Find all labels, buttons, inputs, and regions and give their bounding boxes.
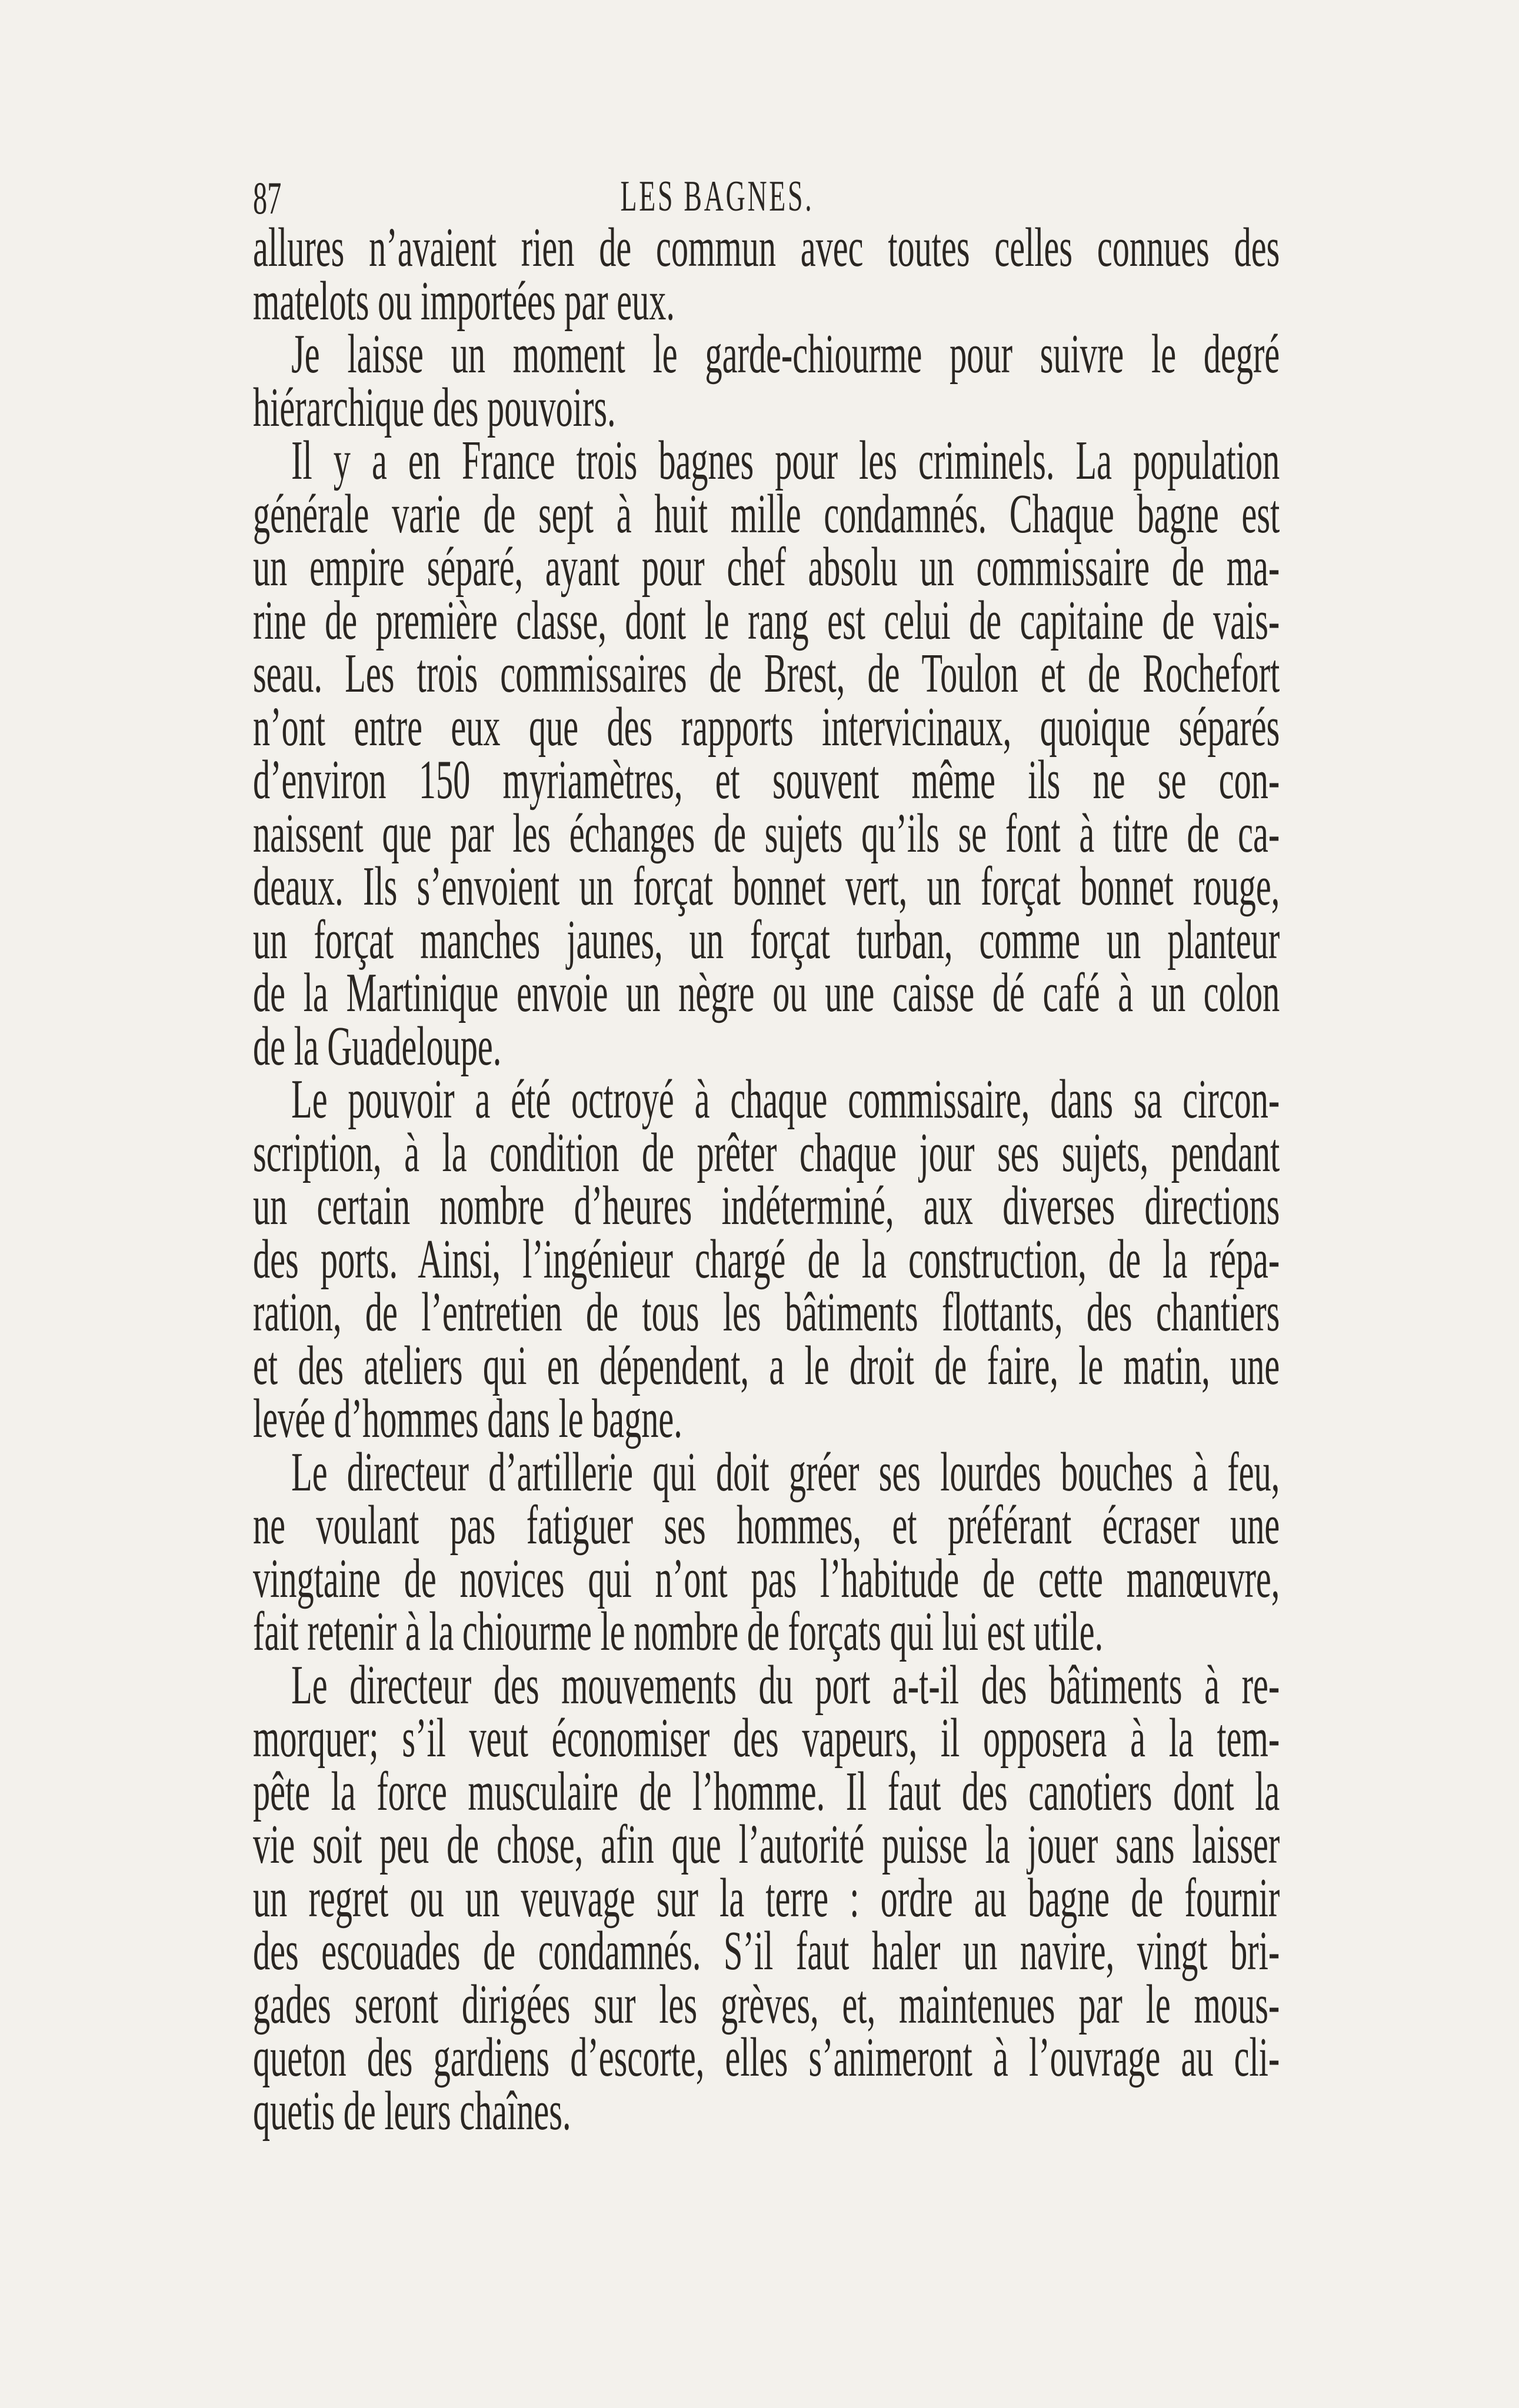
text-line: vingtaine de novices qui n’ont pas l’habitude de cette manœuvre, (253, 1547, 1280, 1609)
text-line: Le directeur d’artillerie qui doit gréer ses lourdes bouches à feu, (291, 1441, 1280, 1503)
text-line: gades seront dirigées sur les grèves, et, maintenues par le mous- (253, 1973, 1280, 2035)
text-line: de la Martinique envoie un nègre ou une caisse dé café à un colon (253, 962, 1280, 1023)
text-line: générale varie de sept à huit mille condamnés. Chaque bagne est (253, 483, 1280, 545)
text-line: ne voulant pas fatiguer ses hommes, et préférant écraser une (253, 1495, 1280, 1556)
text-line: un forçat manches jaunes, un forçat turban, comme un planteur (253, 909, 1280, 970)
text-line: pête la force musculaire de l’homme. Il faut des canotiers dont la (253, 1760, 1280, 1822)
body-text (253, 217, 1280, 2142)
text-line: Je laisse un moment le garde-chiourme pour suivre le degré (291, 323, 1280, 385)
paragraph (253, 430, 1280, 1077)
paragraph (253, 1441, 1280, 1662)
text-line: n’ont entre eux que des rapports intervicinaux, quoique séparés (253, 696, 1280, 758)
text-line: matelots ou importées par eux. (253, 270, 675, 332)
text-line: de la Guadeloupe. (253, 1015, 502, 1077)
text-line: quetis de leurs chaînes. (253, 2080, 571, 2142)
text-line: levée d’hommes dans le bagne. (253, 1388, 682, 1449)
text-line: des escouades de condamnés. S’il faut haler un navire, vingt bri- (253, 1920, 1280, 1982)
text-line: Le directeur des mouvements du port a-t-il des bâtiments à re- (291, 1654, 1280, 1716)
text-line: deaux. Ils s’envoient un forçat bonnet vert, un forçat bonnet rouge, (253, 856, 1280, 917)
text-line: d’environ 150 myriamètres, et souvent même ils ne se con- (253, 749, 1280, 811)
text-line: rine de première classe, dont le rang est celui de capitaine de vais- (253, 589, 1280, 651)
text-line: allures n’avaient rien de commun avec toutes celles connues des (253, 217, 1280, 278)
paragraph (253, 1654, 1280, 2142)
text-line: scription, à la condition de prêter chaque jour ses sujets, pendant (253, 1122, 1280, 1183)
page-number: 87 (253, 172, 282, 224)
text-line: fait retenir à la chiourme le nombre de forçats qui lui est utile. (253, 1601, 1104, 1662)
paragraph (253, 1069, 1280, 1449)
text-line: Le pouvoir a été octroyé à chaque commissaire, dans sa circon- (291, 1069, 1280, 1130)
text-line: un empire séparé, ayant pour chef absolu un commissaire de ma- (253, 536, 1280, 598)
text-line: Il y a en France trois bagnes pour les criminels. La population (291, 430, 1280, 491)
text-line: et des ateliers qui en dépendent, a le droit de faire, le matin, une (253, 1335, 1280, 1396)
running-head: LES BAGNES. (620, 172, 814, 221)
text-line: morquer; s’il veut économiser des vapeurs, il opposera à la tem- (253, 1707, 1280, 1769)
text-line: seau. Les trois commissaires de Brest, de Toulon et de Rochefort (253, 643, 1280, 704)
text-line: des ports. Ainsi, l’ingénieur chargé de la construction, de la répa- (253, 1228, 1280, 1290)
paragraph (253, 217, 1280, 332)
text-line: queton des gardiens d’escorte, elles s’animeront à l’ouvrage au cli- (253, 2027, 1280, 2088)
text-line: un regret ou un veuvage sur la terre : ordre au bagne de fournir (253, 1867, 1280, 1929)
text-line: hiérarchique des pouvoirs. (253, 376, 616, 438)
text-line: vie soit peu de chose, afin que l’autorité puisse la jouer sans laisser (253, 1814, 1280, 1875)
text-line: ration, de l’entretien de tous les bâtiments flottants, des chantiers (253, 1282, 1280, 1343)
text-line: un certain nombre d’heures indéterminé, aux diverses directions (253, 1175, 1280, 1236)
paragraph (253, 323, 1280, 438)
text-line: naissent que par les échanges de sujets qu’ils se font à titre de ca- (253, 802, 1280, 864)
